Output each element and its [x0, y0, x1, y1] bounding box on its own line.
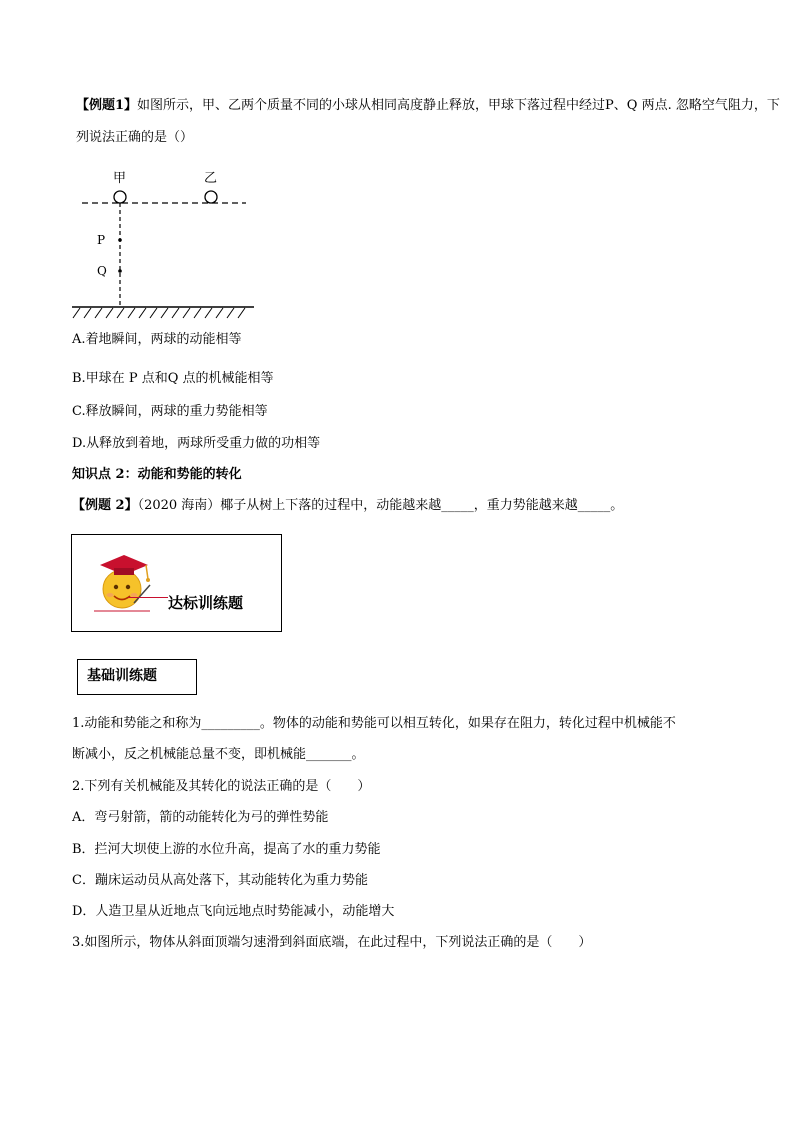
label-jia: 甲 — [113, 171, 127, 186]
point-p — [118, 238, 122, 242]
label-yi: 乙 — [204, 171, 218, 186]
example1-tag: 【例题1】 — [76, 98, 138, 113]
basic-training-box — [77, 659, 197, 695]
q2-stem: 2.下列有关机械能及其转化的说法正确的是（ ） — [72, 779, 371, 794]
example2-line — [72, 496, 623, 516]
ball-yi — [205, 191, 217, 203]
label-q: Q — [97, 264, 107, 278]
example1-option-d: D.从释放到着地，两球所受重力做的功相等 — [72, 436, 321, 451]
label-p: P — [97, 233, 106, 247]
example1-option-a: A.着地瞬间，两球的动能相等 — [72, 332, 242, 347]
example2-tag: 【例题 2】 — [72, 498, 138, 513]
section-title: 基础训练题 — [87, 668, 157, 684]
banner-underline — [128, 597, 168, 598]
q2-option-a: A．弯弓射箭，箭的动能转化为弓的弹性势能 — [72, 810, 329, 825]
q1-line1: 1.动能和势能之和称为_________。物体的动能和势能可以相互转化，如果存在阻力，转化过程中机械能不 — [72, 716, 676, 731]
example1-line2: 列说法正确的是（） — [76, 130, 194, 145]
ground-hatching — [73, 308, 245, 318]
example1-option-c: C.释放瞬间，两球的重力势能相等 — [72, 404, 268, 419]
example2-text: （2020 海南）椰子从树上下落的过程中，动能越来越_____，重力势能越来越_____。 — [137, 498, 624, 513]
training-banner — [71, 534, 282, 632]
q1-line2: 断减小，反之机械能总量不变，即机械能_______。 — [72, 747, 365, 762]
example1-option-b: B.甲球在 P 点和Q 点的机械能相等 — [72, 371, 274, 386]
banner-title: 达标训练题 — [168, 594, 244, 612]
ball-jia — [114, 191, 126, 203]
example1-text: 如图所示，甲、乙两个质量不同的小球从相同高度静止释放，甲球下落过程中经过P、Q 两点. 忽略空气阻力，下 — [137, 98, 780, 113]
q3-stem: 3.如图所示，物体从斜面顶端匀速滑到斜面底端，在此过程中，下列说法正确的是（ ） — [72, 935, 592, 950]
point-q — [118, 269, 122, 273]
q2-option-b: B．拦河大坝使上游的水位升高，提高了水的重力势能 — [72, 842, 381, 857]
scholar-emoji-icon — [90, 545, 160, 617]
example1-line1 — [76, 96, 780, 116]
q2-option-c: C．蹦床运动员从高处落下，其动能转化为重力势能 — [72, 873, 368, 888]
q2-option-d: D．人造卫星从近地点飞向远地点时势能减小，动能增大 — [72, 904, 395, 919]
knowledge-point-2-title: 知识点 2：动能和势能的转化 — [72, 467, 242, 482]
falling-balls-figure — [70, 160, 270, 326]
